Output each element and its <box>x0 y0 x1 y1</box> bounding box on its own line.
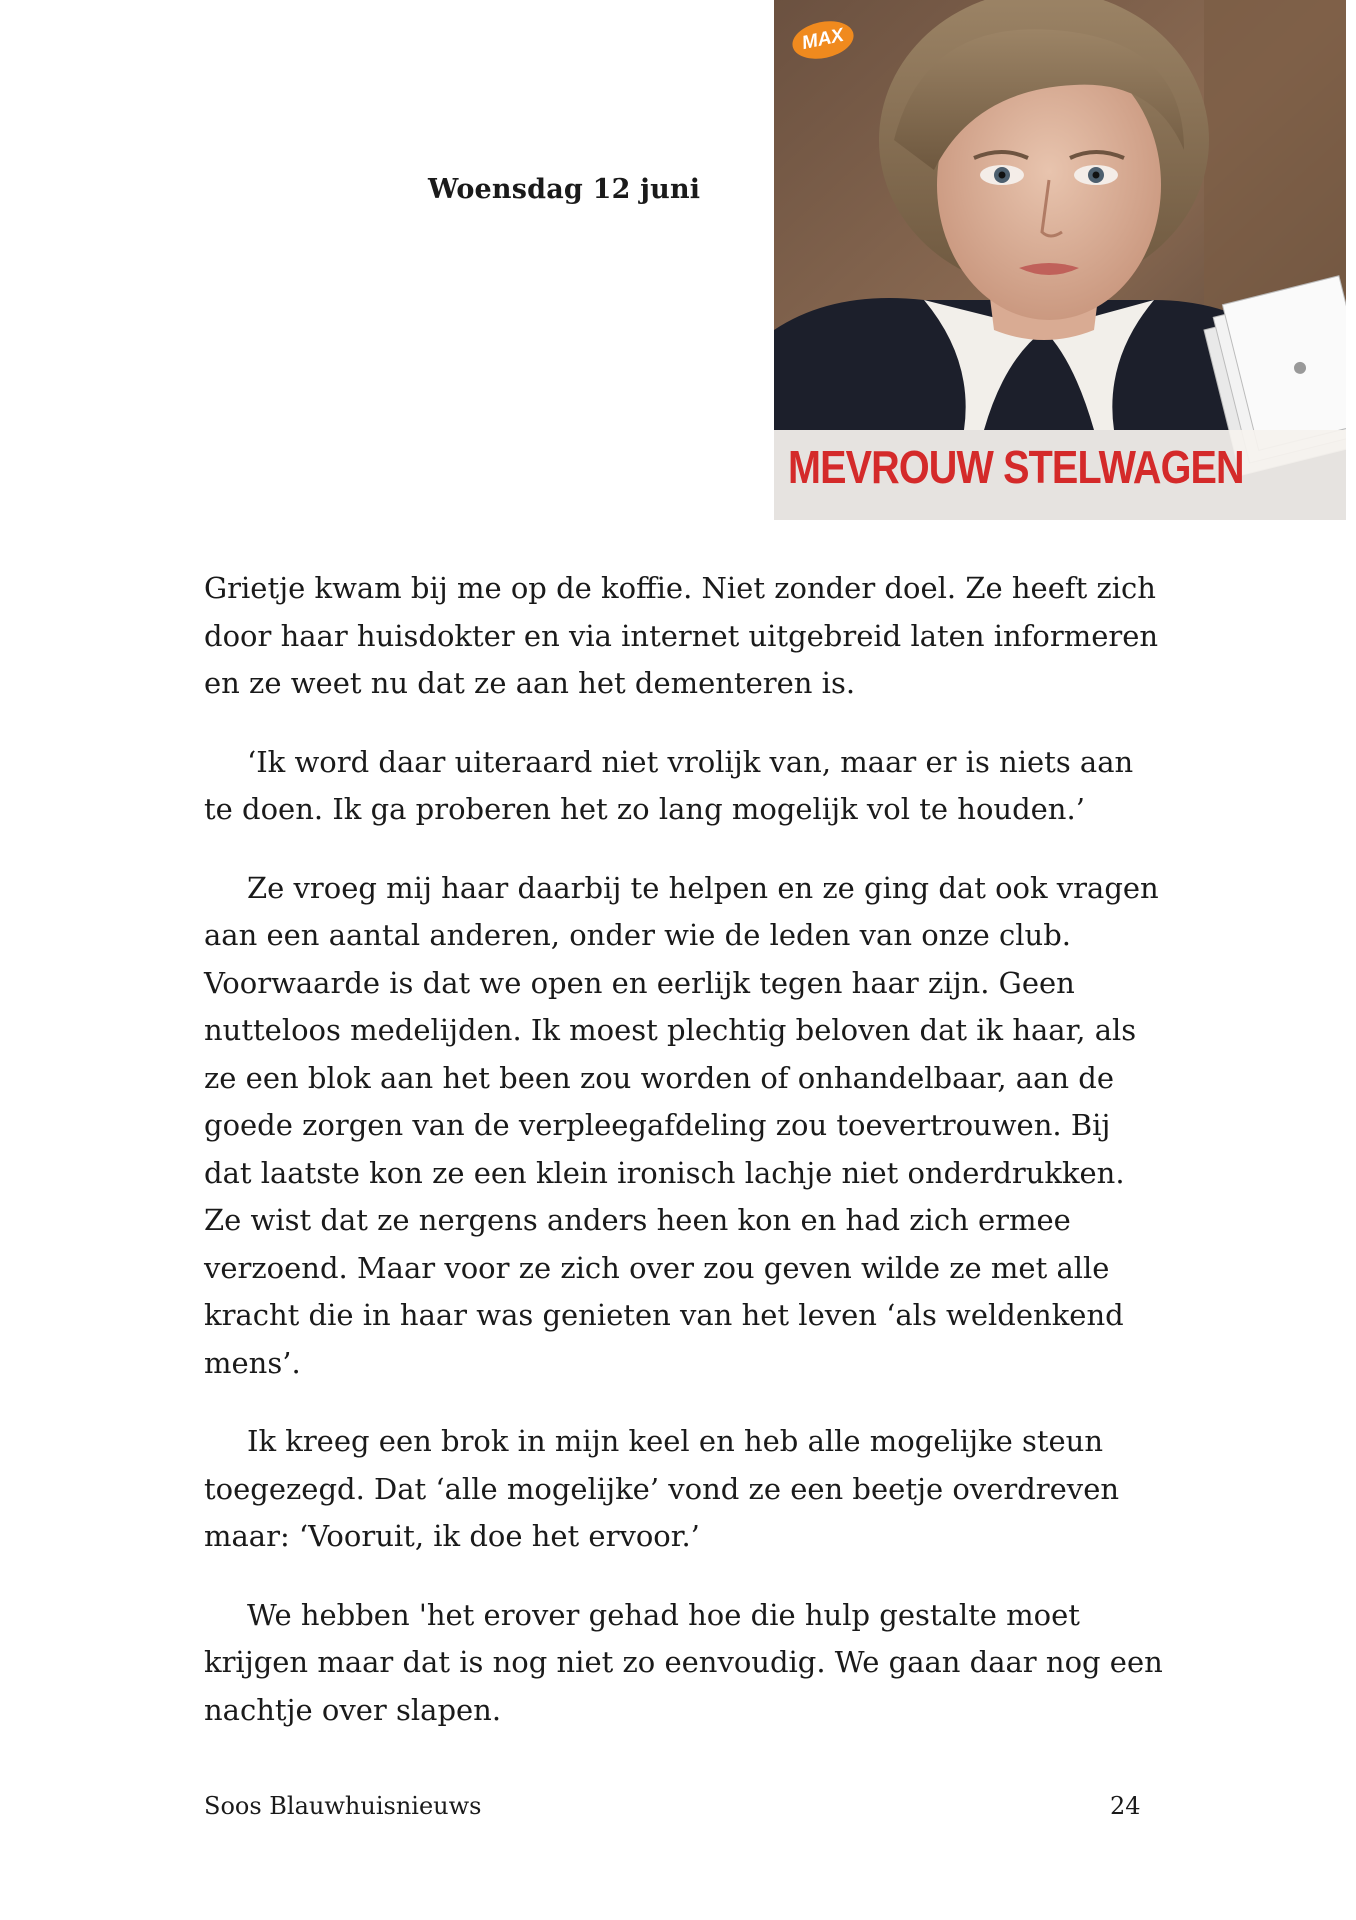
paragraph: Ze vroeg mij haar daarbij te helpen en ze ging dat ook vragen aan een aantal anderen, onder wie de leden van onze club. Voorwaarde is dat we open en eerlijk tegen haar zijn. Geen nutteloos medelijden. Ik moest plechtig beloven dat ik haar, als ze een blok aan het been zou worden of onhandelbaar, aan de goede zorgen van de verpleegafdeling zou toevertrouwen. Bij dat laatste kon ze een klein ironisch lachje niet onderdrukken. Ze wist dat ze nergens anders heen kon en had zich ermee verzoend. Maar voor ze zich over zou geven wilde ze met alle kracht die in haar was genieten van het leven ‘als weldenkend mens’. <box>204 870 1159 1380</box>
max-logo: MAX <box>789 16 857 64</box>
tv-show-cover-image <box>774 0 1346 520</box>
footer-publication: Soos Blauwhuisnieuws <box>204 1792 482 1820</box>
paragraph: ‘Ik word daar uiteraard niet vrolijk van, maar er is niets aan te doen. Ik ga proberen het zo lang mogelijk vol te houden.’ <box>204 744 1134 826</box>
paragraph: We hebben 'het erover gehad hoe die hulp gestalte moet krijgen maar dat is nog niet zo eenvoudig. We gaan daar nog een nachtje over slapen. <box>204 1597 1163 1727</box>
footer-page-number: 24 <box>1110 1792 1141 1820</box>
article-body <box>204 565 1164 1765</box>
paragraph: Ik kreeg een brok in mijn keel en heb alle mogelijke steun toegezegd. Dat ‘alle mogelijke’ vond ze een beetje overdreven maar: ‘Vooruit, ik doe het ervoor.’ <box>204 1424 1120 1553</box>
cover-title: MEVROUW STELWAGEN <box>788 441 1244 493</box>
page-heading-date: Woensdag 12 juni <box>428 174 701 205</box>
paragraph: Grietje kwam bij me op de koffie. Niet zonder doel. Ze heeft zich door haar huisdokter en via internet uitgebreid laten informeren en ze weet nu dat ze aan het dementeren is. <box>204 571 1159 700</box>
